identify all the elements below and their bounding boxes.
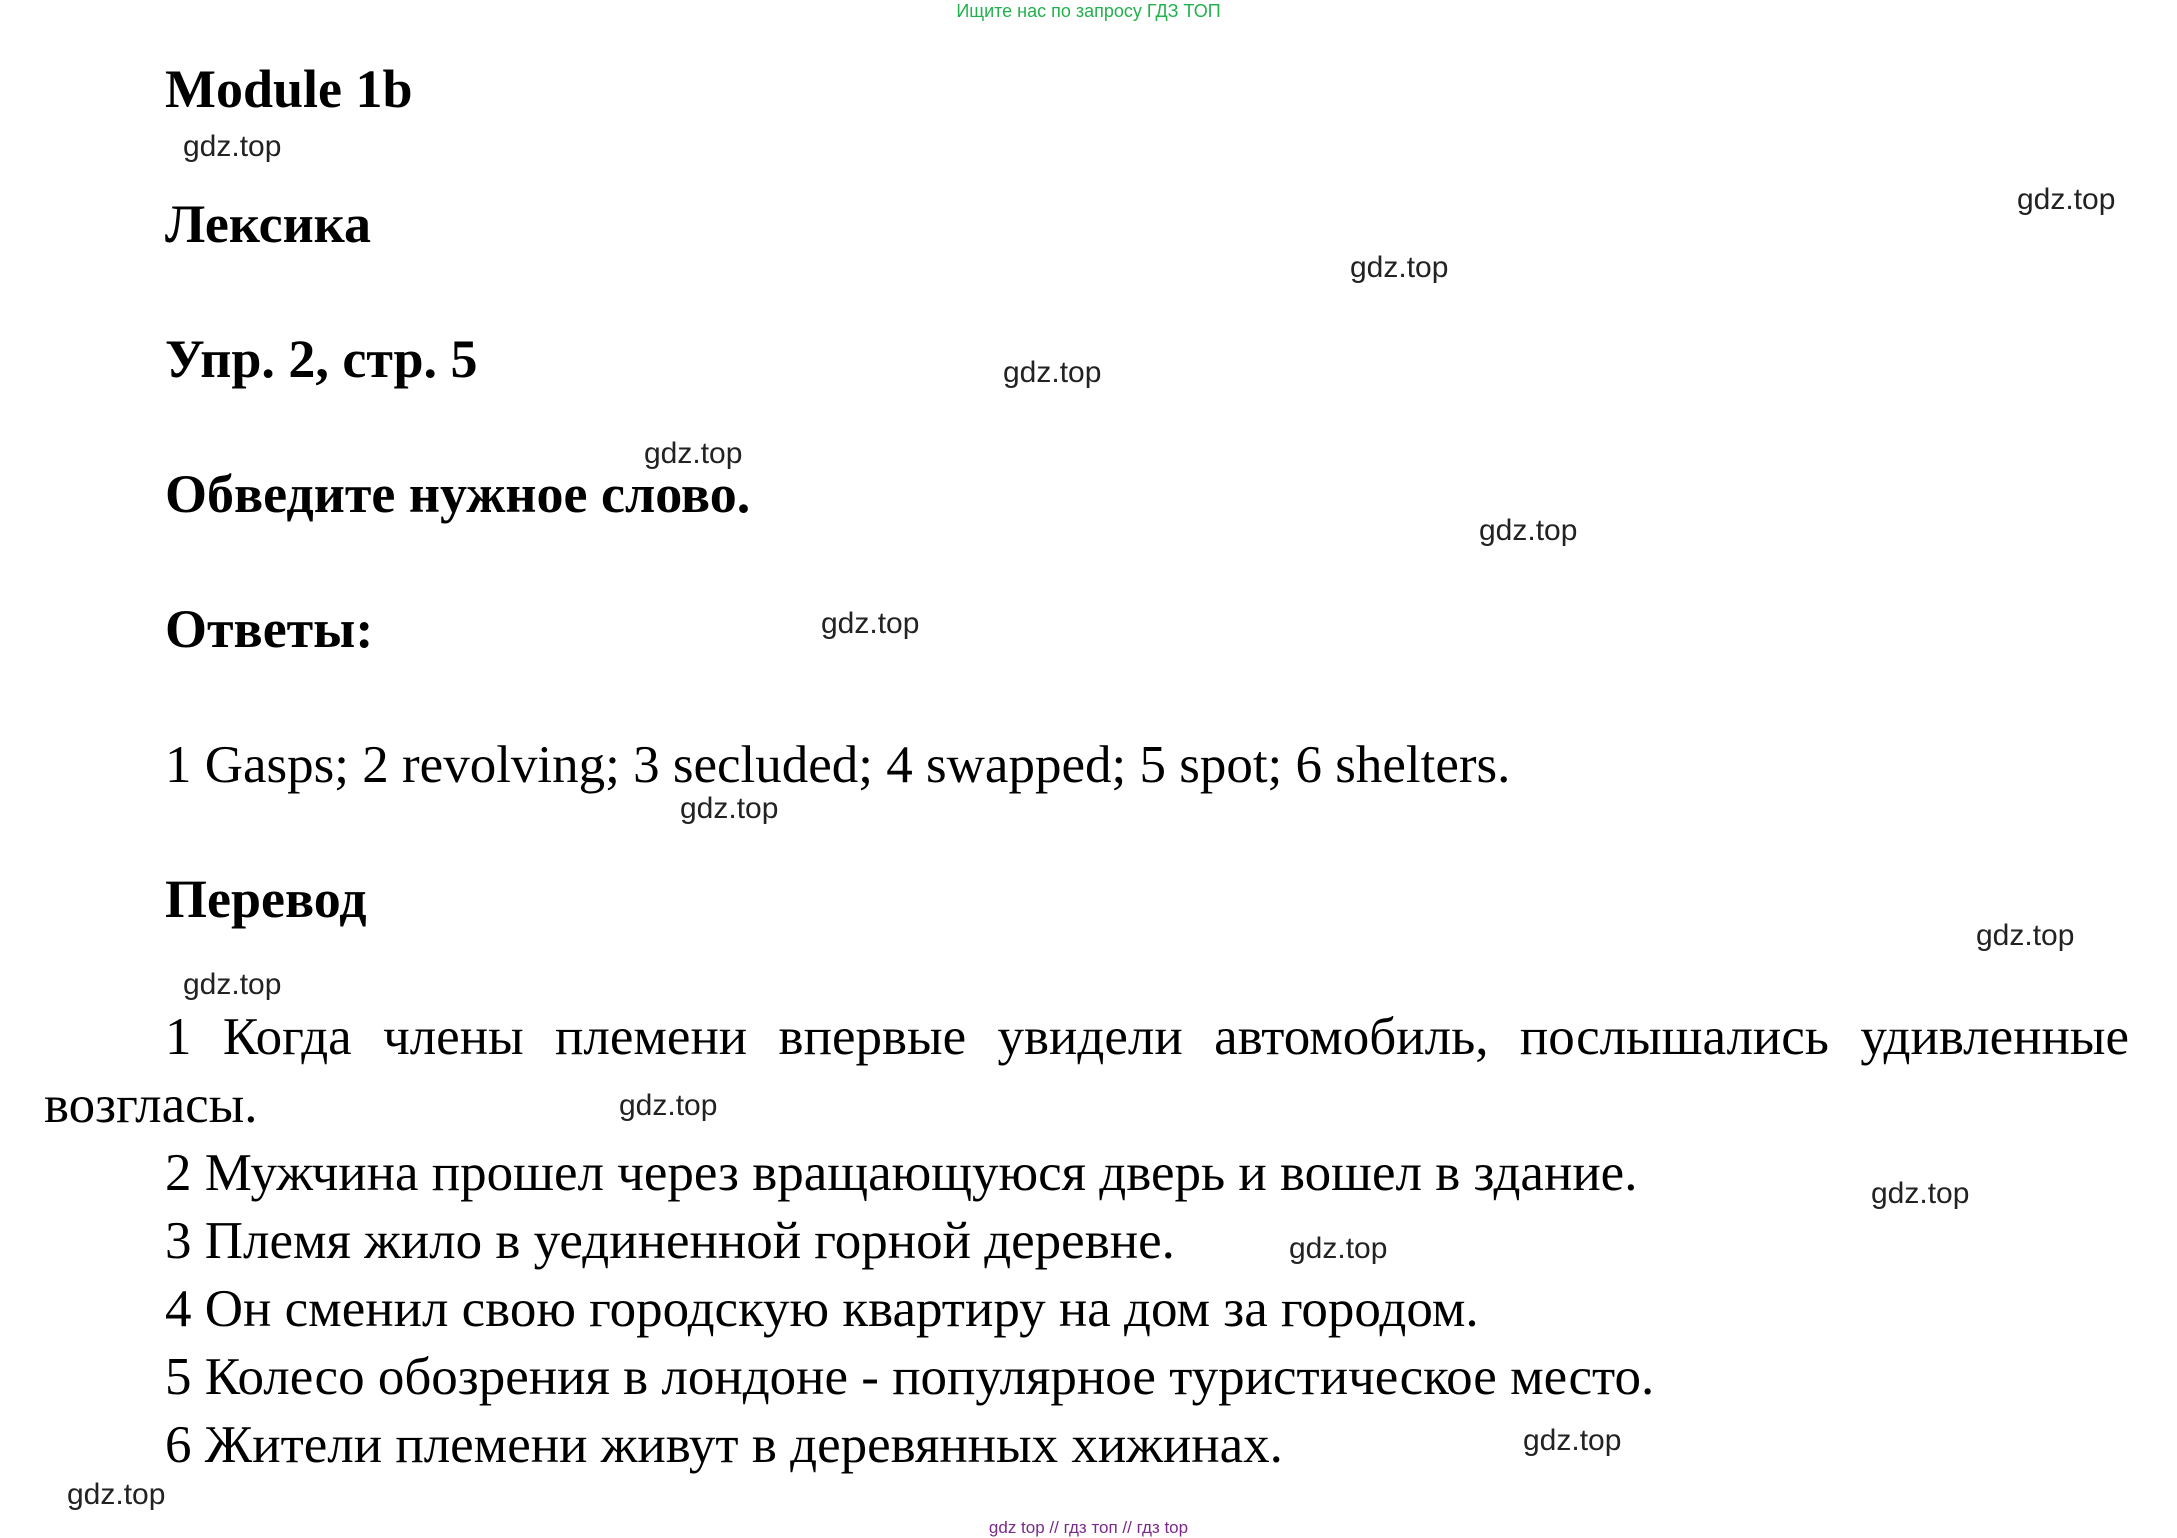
translation-heading: Перевод — [165, 869, 367, 929]
watermark: gdz.top — [183, 130, 282, 163]
translation-line-4: 4 Он сменил свою городскую квартиру на дом за городом. — [165, 1280, 1479, 1338]
watermark: gdz.top — [1871, 1177, 1970, 1210]
watermark: gdz.top — [619, 1089, 718, 1122]
watermark: gdz.top — [1003, 356, 1102, 389]
footer-text: gdz top // гдз топ // гдз top — [988, 1518, 1189, 1537]
watermark: gdz.top — [2017, 183, 2116, 216]
translation-line-6: 6 Жители племени живут в деревянных хижинах. — [165, 1416, 1283, 1474]
watermark: gdz.top — [1479, 514, 1578, 547]
watermark: gdz.top — [183, 968, 282, 1001]
watermark: gdz.top — [1976, 919, 2075, 952]
exercise-title: Упр. 2, стр. 5 — [165, 329, 478, 389]
watermark: gdz.top — [644, 437, 743, 470]
watermark: gdz.top — [1289, 1232, 1388, 1265]
watermark: gdz.top — [1523, 1424, 1622, 1457]
watermark: gdz.top — [67, 1478, 166, 1511]
translation-line-5: 5 Колесо обозрения в лондоне - популярное туристическое место. — [165, 1348, 1655, 1406]
answers-heading: Ответы: — [165, 599, 374, 659]
section-title: Лексика — [165, 194, 371, 254]
top-banner: Ищите нас по запросу ГДЗ ТОП — [956, 1, 1221, 21]
task-instruction: Обведите нужное слово. — [165, 464, 751, 524]
watermark: gdz.top — [1350, 251, 1449, 284]
translation-line-1: 1 Когда члены племени впервые увидели автомобиль, послышались удивленные возгласы. — [44, 1008, 2129, 1134]
translation-line-2: 2 Мужчина прошел через вращающуюся дверь и вошел в здание. — [165, 1144, 1638, 1202]
watermark: gdz.top — [821, 607, 920, 640]
answers-text: 1 Gasps; 2 revolving; 3 secluded; 4 swapped; 5 spot; 6 shelters. — [165, 736, 1511, 794]
watermark: gdz.top — [680, 792, 779, 825]
module-title: Module 1b — [165, 59, 413, 119]
translation-line-3: 3 Племя жило в уединенной горной деревне. — [165, 1212, 1175, 1270]
